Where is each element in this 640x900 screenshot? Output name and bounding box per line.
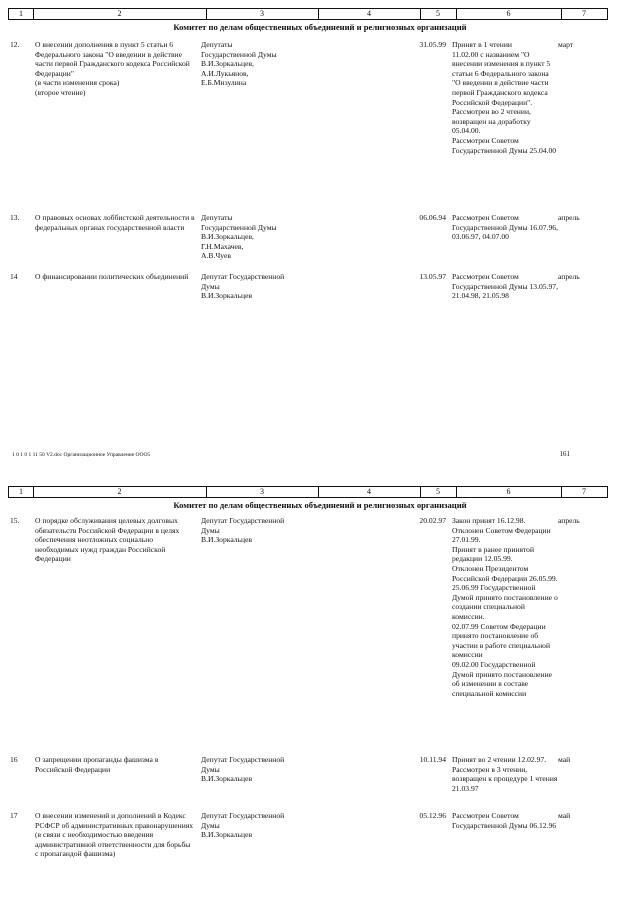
bill-month: апрель	[558, 272, 580, 281]
committee-heading: Комитет по делам общественных объединений и религиозных организаций	[173, 500, 467, 510]
bill-title: О порядке обслуживания целевых долговых обязательств Российской Федерации в целях обеспечения неотложных социально необходимых нужд граждан Российской Федерации	[35, 516, 180, 564]
row-number: 17	[10, 811, 18, 820]
col-7-label: 7	[582, 9, 586, 18]
bill-month: апрель	[558, 516, 580, 525]
column-header	[8, 486, 608, 498]
bill-date: 13.05.97	[419, 272, 446, 281]
bill-authors: Депутат Государственной Думы В.И.Зоркальцев	[201, 811, 285, 840]
bill-month: апрель	[558, 213, 580, 222]
bill-status: Принят в 1 чтении 11.02.00 с названием "О внесении изменения в пункт 5 статьи 6 Федерального закона "О введении в действие части первой Гражданского кодекса Российской Федерации". Рассмотрен во 2 чтении, возвращен на доработку 05.04.00. Рассмотрен Советом Государственной Думы 25.04.00	[452, 40, 557, 155]
bill-date: 31.05.99	[419, 40, 446, 49]
row-number: 16	[10, 755, 18, 764]
row-number: 15.	[10, 516, 20, 525]
bill-authors: Депутат Государственной Думы В.И.Зоркальцев	[201, 272, 285, 301]
bill-status: Принят во 2 чтении 12.02.97. Рассмотрен в 3 чтении, возвращен к процедуре 1 чтения 21.03.97	[452, 755, 558, 793]
page-number: 161	[559, 450, 570, 458]
bill-month: май	[558, 811, 571, 820]
bill-authors: Депутат Государственной Думы В.И.Зоркальцев	[201, 755, 285, 784]
col-6-label: 6	[506, 487, 511, 496]
bill-title: О правовых основах лоббистской деятельности в федеральных органах государственной власти	[35, 213, 195, 232]
bill-authors: Депутаты Государственной Думы В.И.Зоркальцев, Г.Н.Махачев, А.В.Чуев	[201, 213, 277, 261]
bill-title: О внесении дополнения в пункт 5 статьи 6 Федерального закона "О введении в действие части первой Гражданского кодекса Российской Федерации" (в части изменения срока) (второе чтение)	[35, 40, 190, 97]
col-5-label: 5	[436, 487, 440, 496]
bill-month: май	[558, 755, 571, 764]
bill-authors: Депутаты Государственной Думы В.И.Зоркальцев, А.И.Лукьянов, Е.Б.Мизулина	[201, 40, 277, 88]
col-6-label: 6	[506, 9, 511, 18]
col-2-label: 2	[117, 9, 122, 18]
bill-month: март	[558, 40, 574, 49]
bill-date: 06.06.94	[419, 213, 446, 222]
col-5-label: 5	[436, 9, 440, 18]
bill-title: О запрещении пропаганды фашизма в Российской Федерации	[35, 755, 159, 774]
row-number: 12.	[10, 40, 20, 49]
file-footer: 1 0 1 0 1 11 50 V2.doc Организационное Управление ООО5	[12, 452, 151, 458]
col-1-label: 1	[19, 9, 23, 18]
bill-title: О внесении изменений и дополнений в Кодекс РСФСР об административных правонарушениях (в связи с необходимостью введения административной ответственности для борьбы с пропагандой фашизма)	[35, 811, 194, 859]
col-3-label: 3	[260, 487, 264, 496]
bill-status: Рассмотрен Советом Государственной Думы 13.05.97, 21.04.98, 21.05.98	[452, 272, 558, 301]
bill-authors: Депутат Государственной Думы В.И.Зоркальцев	[201, 516, 285, 545]
bill-date: 10.11.94	[419, 755, 446, 764]
bill-title: О финансировании политических объединений	[35, 272, 189, 281]
col-7-label: 7	[582, 487, 586, 496]
bill-status: Закон принят 16.12.98. Отклонен Советом Федерации 27.01.99. Принят в ранее принятой редакции 12.05.99. Отклонен Президентом Российской Федерации 26.05.99. 25.06.99 Государственной Думой принято постановление о создании специальной комиссии. 02.07.99 Советом Федерации принято постановление об участии в работе специальной комиссии 09.02.00 Государственной Думой принято постановление об изменении в составе специальной комиссии	[452, 516, 558, 698]
bill-status: Рассмотрен Советом Государственной Думы 06.12.96	[452, 811, 557, 830]
col-4-label: 4	[367, 9, 371, 18]
col-1-label: 1	[19, 487, 23, 496]
bill-date: 20.02.97	[419, 516, 446, 525]
col-3-label: 3	[260, 9, 264, 18]
col-2-label: 2	[117, 487, 122, 496]
row-number: 13.	[10, 213, 20, 222]
bill-date: 05.12.96	[419, 811, 446, 820]
row-number: 14	[10, 272, 18, 281]
bill-status: Рассмотрен Советом Государственной Думы 16.07.96, 03.06.97, 04.07.00	[452, 213, 558, 242]
committee-heading: Комитет по делам общественных объединений и религиозных организаций	[173, 22, 467, 32]
col-4-label: 4	[367, 487, 371, 496]
